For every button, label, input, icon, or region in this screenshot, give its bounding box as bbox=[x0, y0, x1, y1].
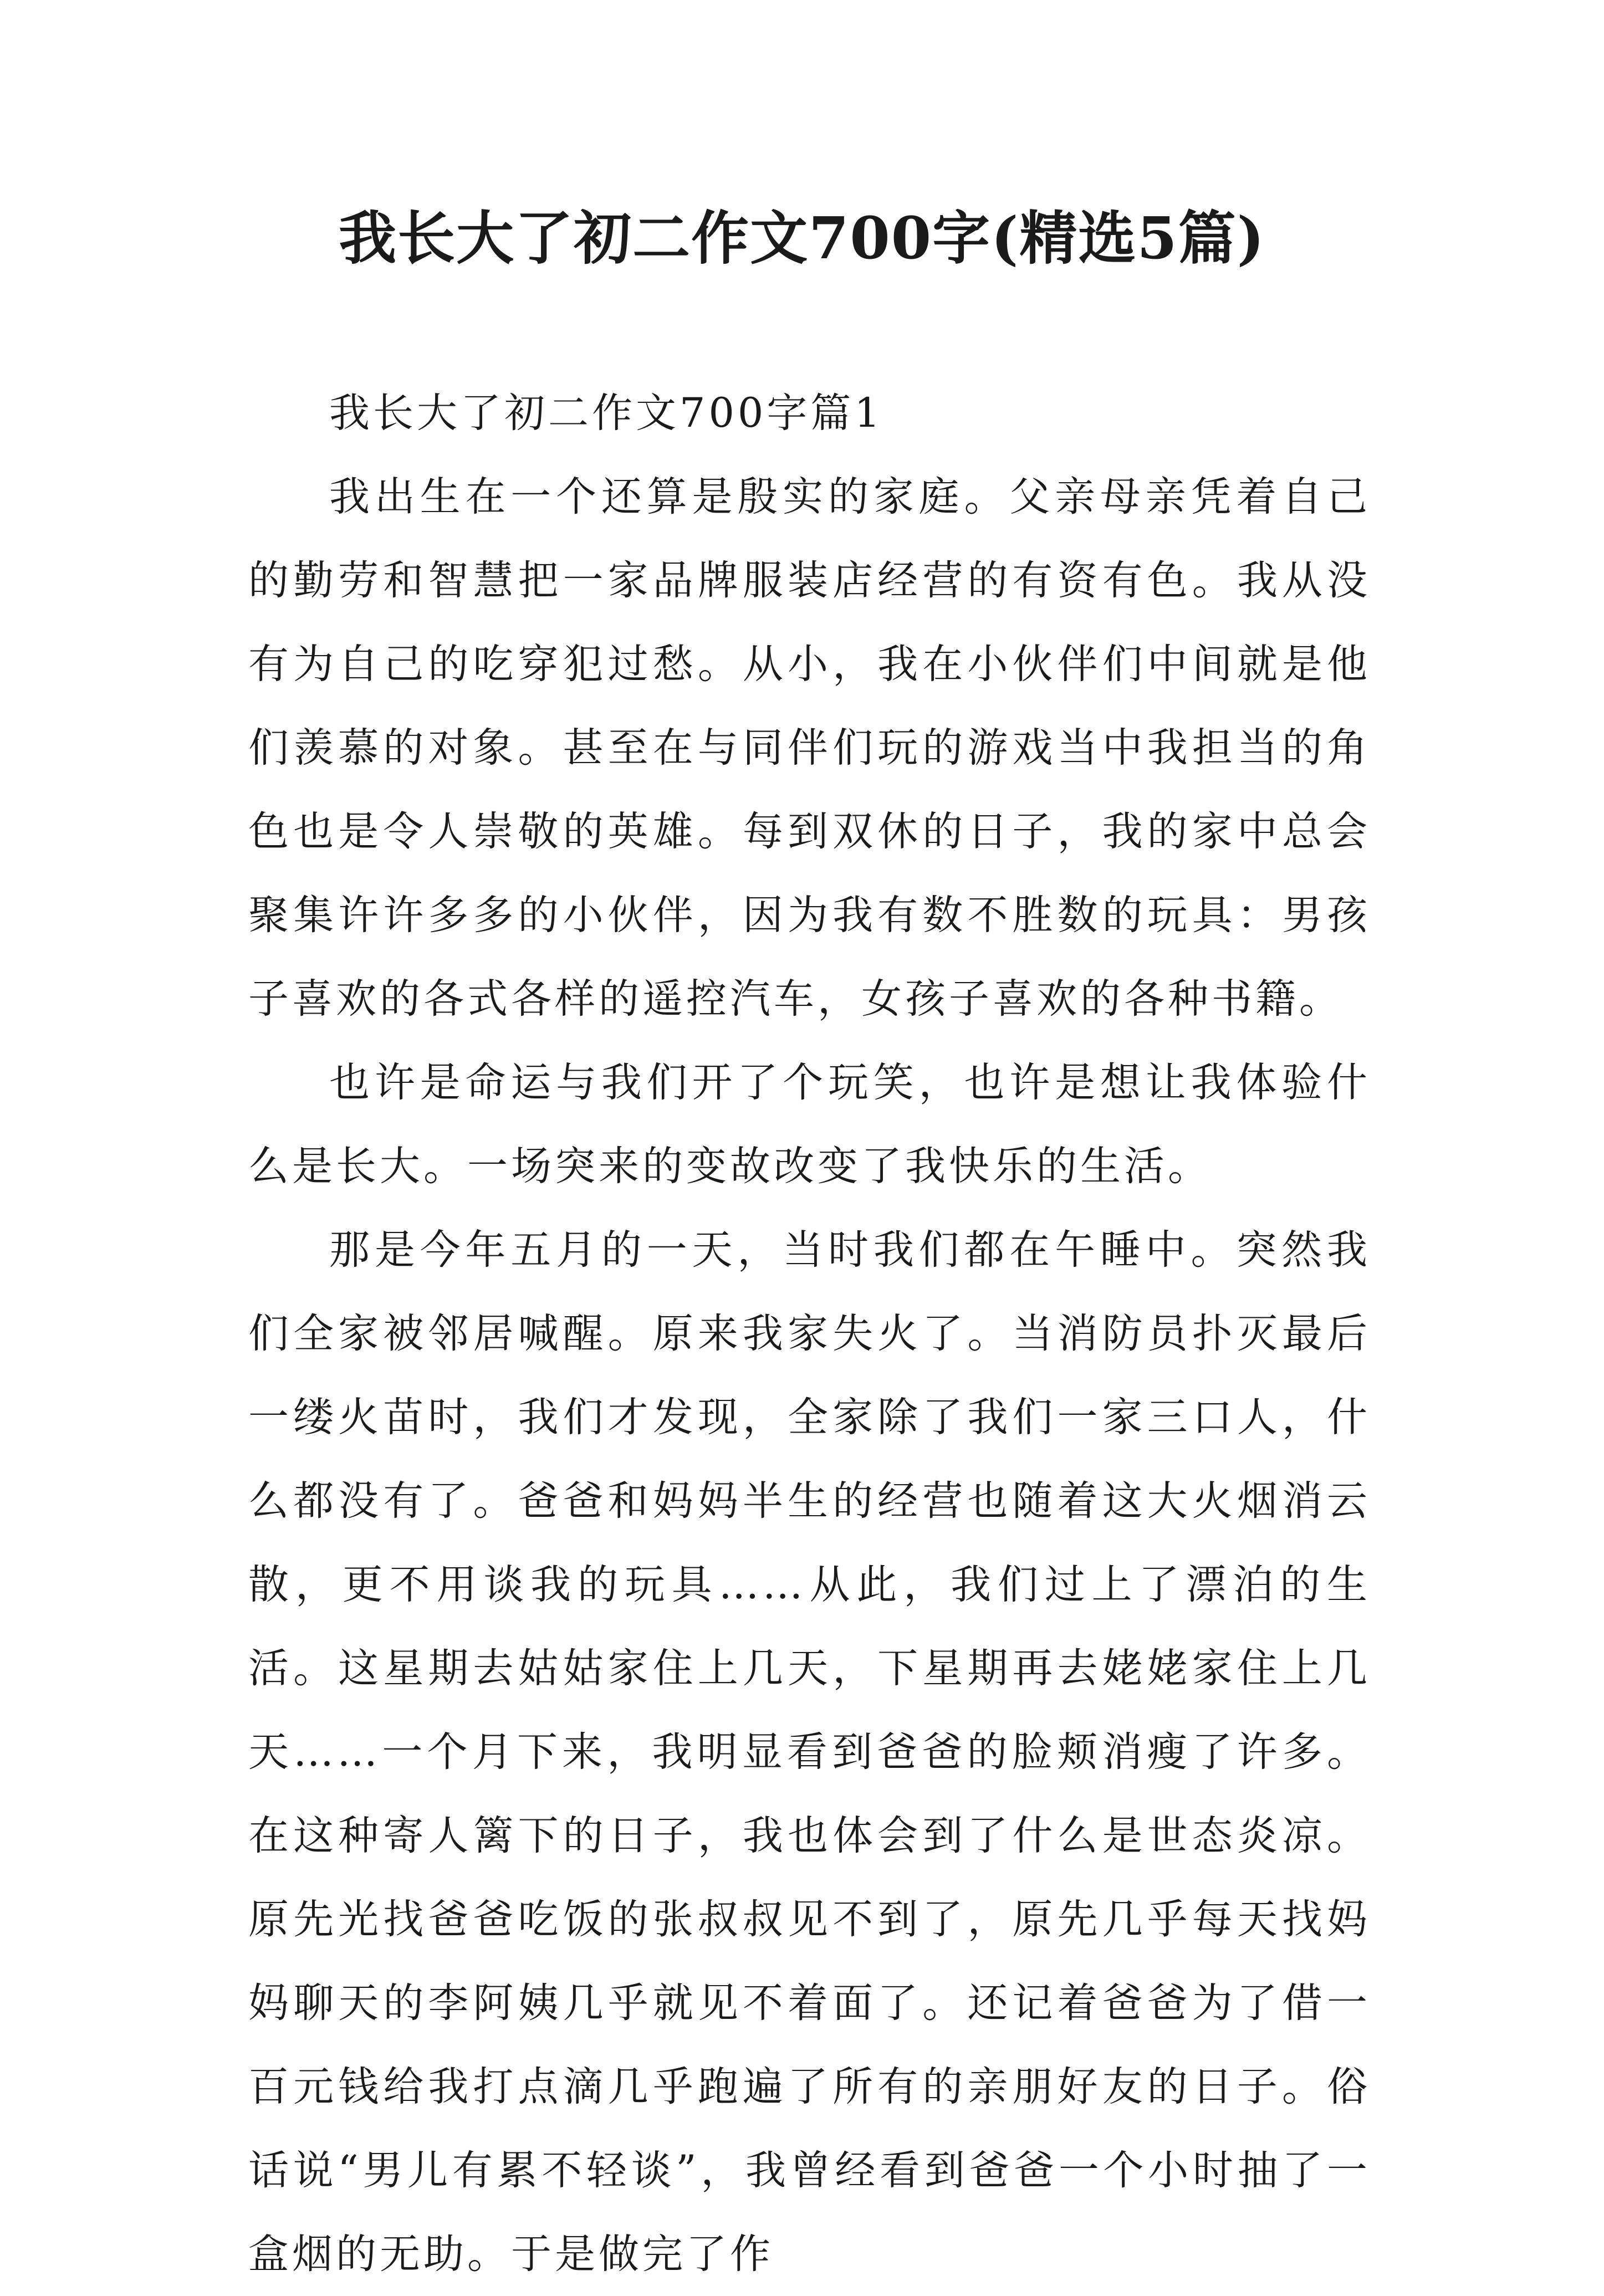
paragraph: 也许是命运与我们开了个玩笑，也许是想让我体验什么是长大。一场突来的变故改变了我快乐的生活。 bbox=[248, 1059, 1371, 1190]
paragraph: 那是今年五月的一天，当时我们都在午睡中。突然我们全家被邻居喊醒。原来我家失火了。当消防员扑灭最后一缕火苗时，我们才发现，全家除了我们一家三口人，什么都没有了。爸爸和妈妈半生的经营也随着这大火烟消云散，更不用谈我的玩具……从此，我们过上了漂泊的生活。这星期去姑姑家住上几天，下星期再去姥姥家住上几天……一个月下来，我明显看到爸爸的脸颊消瘦了许多。在这种寄人篱下的日子，我也体会到了什么是世态炎凉。原先光找爸爸吃饭的张叔叔见不到了，原先几乎每天找妈妈聊天的李阿姨几乎就见不着面了。还记着爸爸为了借一百元钱给我打点滴几乎跑遍了所有的亲朋好友的日子。俗话说“男儿有累不轻谈”，我曾经看到爸爸一个小时抽了一盒烟的无助。于是做完了作 bbox=[248, 1226, 1371, 2278]
paragraph: 我出生在一个还算是殷实的家庭。父亲母亲凭着自己的勤劳和智慧把一家品牌服装店经营的有资有色。我从没有为自己的吃穿犯过愁。从小，我在小伙伴们中间就是他们羡慕的对象。甚至在与同伴们玩的游戏当中我担当的角色也是令人崇敬的英雄。每到双休的日子，我的家中总会聚集许许多多的小伙伴，因为我有数不胜数的玩具：男孩子喜欢的各式各样的遥控汽车，女孩子喜欢的各种书籍。 bbox=[248, 473, 1371, 1022]
section-heading: 我长大了初二作文700字篇1 bbox=[329, 390, 883, 437]
article-body bbox=[248, 371, 1371, 2296]
document-title: 我长大了初二作文700字(精选5篇) bbox=[339, 204, 1265, 272]
